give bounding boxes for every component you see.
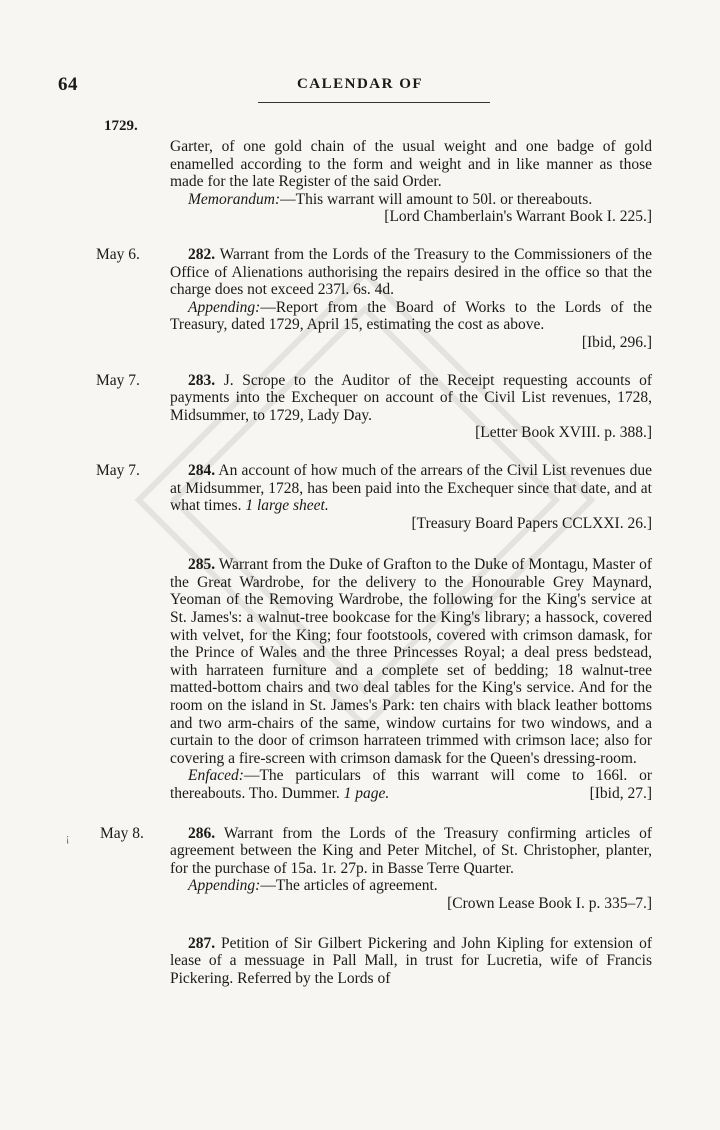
entry-year: 1729.: [104, 118, 138, 134]
entry-text: 284. An account of how much of the arrears of the Civil List revenues due at Midsummer, 1728, has been paid into the Exchequer since that date, and at what times. 1 large sheet.: [170, 461, 652, 515]
entry-283: [0, 372, 720, 442]
entry-287: [0, 935, 720, 988]
entry-note: Memorandum:—This warrant will amount to 50l. or thereabouts.: [188, 190, 593, 208]
entry-reference: [Letter Book XVIII. p. 388.]: [475, 424, 652, 442]
entry-text: 283. J. Scrope to the Auditor of the Receipt requesting accounts of payments into the Exchequer on account of the Civil List revenues, 1728, Midsummer, to 1729, Lady Day.: [170, 371, 652, 424]
entry-284: [0, 462, 720, 532]
entry-note: Enfaced:—The particulars of this warrant will come to 166l. or thereabouts. Tho. Dummer. 1 page. [Ibid, 27.]: [170, 767, 652, 802]
page-number: 64: [58, 74, 78, 95]
entry-size-note: 1 large sheet.: [245, 497, 329, 515]
entry-note: Appending:—The articles of agreement.: [188, 877, 438, 895]
entry-282: [0, 246, 720, 352]
entry-date: May 7.: [96, 371, 140, 389]
entry-reference: [Ibid, 296.]: [581, 333, 652, 351]
entry-reference: [Crown Lease Book I. p. 335–7.]: [447, 894, 652, 912]
entry-date: May 8.: [100, 824, 144, 842]
entry-date: May 6.: [96, 245, 140, 263]
header-rule: [258, 102, 490, 103]
entry-text: 282. Warrant from the Lords of the Treasury to the Commissioners of the Office of Alienations authorising the repairs desired in the office so that the charge does not exceed 237l. 6s. 4d.: [170, 245, 652, 299]
entry-285: [0, 556, 720, 802]
margin-mark-icon: ¡: [66, 832, 70, 844]
entry-reference: [Lord Chamberlain's Warrant Book I. 225.]: [384, 208, 652, 226]
entry-note: Appending:—Report from the Board of Works to the Lords of the Treasury, dated 1729, April 15, estimating the cost as above.: [170, 298, 652, 334]
entry-text: 285. Warrant from the Duke of Grafton to the Duke of Montagu, Master of the Great Wardrobe, for the delivery to the Honourable Grey Maynard, Yeoman of the Removing Wardrobe, the following for the King's service at St. James's: a walnut-tree bookcase for the King's library; a hassock, covered with velvet, for the King; four footstools, covered with crimson damask, for the Prince of Wales and the three Princesses Royal; a deal press bedstead, with harrateen furniture and a complete set of bedding; 18 walnut-tree matted-bottom chairs and two deal tables for the King's service. And for the room on the island in St. James's Park: ten chairs with black leather bottoms and two arm-chairs of the same, window curtains for two windows, and a curtain to the door of crimson harrateen trimmed with crimson lace; also for covering a fire-screen with crimson damask for the Queen's dressing-room.: [170, 556, 652, 767]
entries-list: [0, 118, 720, 987]
entry-text: 287. Petition of Sir Gilbert Pickering and John Kipling for extension of lease of a messuage in Pall Mall, in trust for Lucretia, wife of Francis Pickering. Referred by the Lords of: [170, 934, 652, 987]
entry-text: 286. Warrant from the Lords of the Treasury confirming articles of agreement between the King and Peter Mitchel, of St. Christopher, planter, for the purchase of 15a. 1r. 27p. in Basse Terre Quarter.: [170, 824, 652, 877]
entry-date: May 7.: [96, 461, 140, 479]
entry-text: Garter, of one gold chain of the usual weight and one badge of gold enamelled according to the form and weight and in like manner as those made for the late Register of the said Order.: [170, 138, 652, 191]
entry-size-note: 1 page.: [343, 785, 390, 802]
entry-reference: [Ibid, 27.]: [589, 785, 652, 802]
entry-reference: [Treasury Board Papers CCLXXI. 26.]: [411, 514, 652, 532]
entry-1729-continuation: [0, 118, 720, 226]
entry-286: [0, 825, 720, 913]
running-title: CALENDAR OF: [296, 76, 424, 92]
